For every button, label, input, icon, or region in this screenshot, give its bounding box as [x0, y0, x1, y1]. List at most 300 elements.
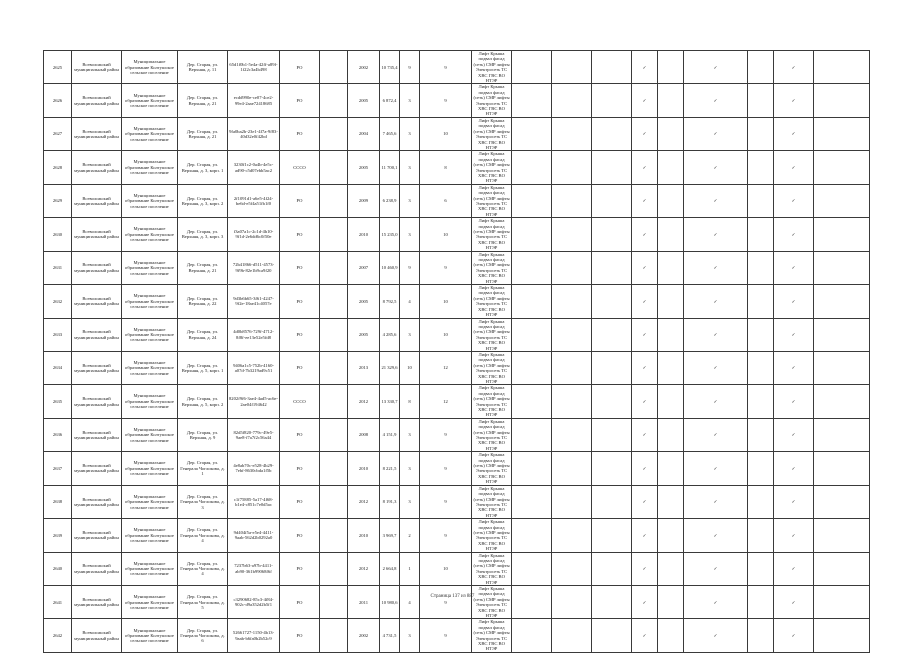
object-code-cell: f3a07a1c-2c1d-4b10-9f1d-2e6dd6c0f50e — [228, 218, 280, 251]
floors-cell: 3 — [400, 452, 420, 485]
blank-cell — [512, 151, 552, 184]
blank-cell — [658, 117, 684, 150]
area-cell: 3 969,7 — [380, 519, 400, 552]
blank-cell — [552, 151, 592, 184]
entrances-cell: 10 — [420, 318, 472, 351]
blank-cell — [320, 251, 348, 284]
blank-cell — [320, 184, 348, 217]
blank-cell — [592, 586, 632, 619]
floors-cell: 2 — [400, 519, 420, 552]
district-cell: Всеволожский муниципальный район — [72, 485, 122, 518]
blank-cell — [552, 351, 592, 384]
blank-cell — [658, 84, 684, 117]
table-row — [44, 84, 870, 117]
blank-cell — [512, 552, 552, 585]
floors-cell: 3 — [400, 84, 420, 117]
check-mark-icon: ✓ — [632, 251, 658, 284]
blank-cell — [592, 218, 632, 251]
object-code-cell: 52661727-1150-4b13-9aab-b6fa0b2b52c9 — [228, 619, 280, 652]
municipality-cell: Муниципальное образование Колтушское сельское поселение — [122, 251, 178, 284]
area-cell: 4 151,9 — [380, 418, 400, 451]
entrances-cell: 9 — [420, 418, 472, 451]
management-form-cell: РО — [280, 586, 320, 619]
blank-cell — [748, 619, 774, 652]
blank-cell — [592, 519, 632, 552]
district-cell: Всеволожский муниципальный район — [72, 318, 122, 351]
blank-cell — [320, 151, 348, 184]
blank-cell — [658, 452, 684, 485]
check-mark-icon: ✓ — [774, 84, 814, 117]
address-cell: Дер. Старая, ул. Генерала Чоглокова, д. 4 — [178, 519, 228, 552]
blank-cell — [658, 184, 684, 217]
area-cell: 10 735,4 — [380, 51, 400, 84]
year-cell: 2005 — [348, 84, 380, 117]
works-cell: Лифт Крыша подвал фасад (сеть) СМР лифты Электросеть ТС ХВС ГВС ВО НТЭР — [473, 84, 510, 117]
blank-cell — [552, 285, 592, 318]
check-mark-icon: ✓ — [774, 418, 814, 451]
object-code-cell: 65d1f0b1-5e4a-42ff-a89f-1f22c3a4b498 — [228, 51, 280, 84]
check-mark-icon: ✓ — [774, 117, 814, 150]
municipality-cell: Муниципальное образование Колтушское сельское поселение — [122, 485, 178, 518]
row-number: 2629 — [44, 184, 72, 217]
blank-cell — [658, 385, 684, 418]
blank-cell — [592, 485, 632, 518]
municipality-cell: Муниципальное образование Колтушское сельское поселение — [122, 117, 178, 150]
blank-cell — [552, 51, 592, 84]
blank-cell — [592, 117, 632, 150]
check-mark-icon: ✓ — [632, 117, 658, 150]
year-cell: 2011 — [348, 586, 380, 619]
check-mark-icon: ✓ — [632, 385, 658, 418]
blank-cell — [658, 552, 684, 585]
check-mark-icon: ✓ — [774, 318, 814, 351]
blank-cell — [552, 385, 592, 418]
blank-cell — [658, 418, 684, 451]
area-cell: 6 238,9 — [380, 184, 400, 217]
floors-cell: 3 — [400, 318, 420, 351]
blank-cell — [814, 552, 870, 585]
object-code-cell: 3230f1c2-0a4b-4e5c-ad90-c5d07ebb5ac2 — [228, 151, 280, 184]
blank-cell — [552, 251, 592, 284]
district-cell: Всеволожский муниципальный район — [72, 251, 122, 284]
row-number: 2639 — [44, 519, 72, 552]
blank-cell — [748, 117, 774, 150]
area-cell: 7 465,6 — [380, 117, 400, 150]
blank-cell — [512, 418, 552, 451]
check-mark-icon: ✓ — [684, 586, 748, 619]
district-cell: Всеволожский муниципальный район — [72, 151, 122, 184]
check-mark-icon: ✓ — [684, 452, 748, 485]
address-cell: Дер. Старая, ул. Верхняя, д. 5, корп. 1 — [178, 351, 228, 384]
blank-cell — [320, 619, 348, 652]
blank-cell — [320, 51, 348, 84]
entrances-cell: 9 — [420, 84, 472, 117]
year-cell: 2004 — [348, 117, 380, 150]
district-cell: Всеволожский муниципальный район — [72, 84, 122, 117]
check-mark-icon: ✓ — [632, 184, 658, 217]
municipality-cell: Муниципальное образование Колтушское сельское поселение — [122, 84, 178, 117]
area-cell: 21 329,6 — [380, 351, 400, 384]
municipality-cell: Муниципальное образование Колтушское сельское поселение — [122, 151, 178, 184]
blank-cell — [748, 51, 774, 84]
blank-cell — [658, 51, 684, 84]
management-form-cell: РО — [280, 285, 320, 318]
entrances-cell: 9 — [420, 251, 472, 284]
address-cell: Дер. Старая, ул. Верхняя, д. 3, корп. 1 — [178, 151, 228, 184]
row-number: 2633 — [44, 318, 72, 351]
check-mark-icon: ✓ — [774, 385, 814, 418]
blank-cell — [592, 351, 632, 384]
check-mark-icon: ✓ — [632, 318, 658, 351]
row-number: 2631 — [44, 251, 72, 284]
object-code-cell: 72b41866-d511-4573-9f9b-82e1b9ca9f20 — [228, 251, 280, 284]
year-cell: 2010 — [348, 452, 380, 485]
row-number: 2636 — [44, 418, 72, 451]
object-code-cell: 9d3b6b65-3f61-4247-9f2e-18ae41c4057e — [228, 285, 280, 318]
table-row — [44, 586, 870, 619]
check-mark-icon: ✓ — [632, 418, 658, 451]
blank-cell — [512, 485, 552, 518]
check-mark-icon: ✓ — [684, 117, 748, 150]
blank-cell — [748, 151, 774, 184]
check-mark-icon: ✓ — [684, 218, 748, 251]
object-code-cell: 4d0b8576-729f-4712-8f8f-ee13e52e5fd8 — [228, 318, 280, 351]
works-cell: Лифт Крыша подвал фасад (сеть) СМР лифты Электросеть ТС ХВС ГВС ВО НТЭР — [473, 218, 510, 251]
blank-cell — [592, 184, 632, 217]
check-mark-icon: ✓ — [684, 351, 748, 384]
blank-cell — [748, 452, 774, 485]
check-mark-icon: ✓ — [684, 84, 748, 117]
blank-cell — [814, 117, 870, 150]
blank-cell — [512, 318, 552, 351]
district-cell: Всеволожский муниципальный район — [72, 452, 122, 485]
blank-cell — [814, 351, 870, 384]
works-cell: Лифт Крыша подвал фасад (сеть) СМР лифты Электросеть ТС ХВС ГВС ВО НТЭР — [473, 552, 510, 585]
year-cell: 2010 — [348, 519, 380, 552]
entrances-cell: 8 — [420, 151, 472, 184]
address-cell: Дер. Старая, ул. Верхняя, д. 21 — [178, 251, 228, 284]
district-cell: Всеволожский муниципальный район — [72, 351, 122, 384]
blank-cell — [814, 51, 870, 84]
check-mark-icon: ✓ — [632, 51, 658, 84]
floors-cell: 3 — [400, 485, 420, 518]
object-code-cell: 82d5f820-779c-49e5-9ae8-f7a7f2c56a44 — [228, 418, 280, 451]
table-row — [44, 485, 870, 518]
row-number: 2641 — [44, 586, 72, 619]
row-number: 2627 — [44, 117, 72, 150]
area-cell: 8 792,5 — [380, 285, 400, 318]
blank-cell — [552, 619, 592, 652]
blank-cell — [320, 519, 348, 552]
management-form-cell: СССО — [280, 385, 320, 418]
blank-cell — [748, 318, 774, 351]
table-row — [44, 285, 870, 318]
row-number: 2626 — [44, 84, 72, 117]
district-cell: Всеволожский муниципальный район — [72, 552, 122, 585]
blank-cell — [512, 586, 552, 619]
blank-cell — [658, 318, 684, 351]
blank-cell — [320, 385, 348, 418]
table-row — [44, 519, 870, 552]
municipality-cell: Муниципальное образование Колтушское сельское поселение — [122, 351, 178, 384]
works-cell: Лифт Крыша подвал фасад (сеть) СМР лифты Электросеть ТС ХВС ГВС ВО НТЭР — [473, 151, 510, 184]
check-mark-icon: ✓ — [632, 351, 658, 384]
municipality-cell: Муниципальное образование Колтушское сельское поселение — [122, 619, 178, 652]
check-mark-icon: ✓ — [632, 519, 658, 552]
entrances-cell: 12 — [420, 385, 472, 418]
row-number: 2642 — [44, 619, 72, 652]
blank-cell — [552, 117, 592, 150]
area-cell: 8 221,5 — [380, 452, 400, 485]
table-row — [44, 385, 870, 418]
table-row — [44, 151, 870, 184]
check-mark-icon: ✓ — [774, 485, 814, 518]
works-cell: Лифт Крыша подвал фасад (сеть) СМР лифты Электросеть ТС ХВС ГВС ВО НТЭР — [473, 51, 510, 84]
table-row — [44, 552, 870, 585]
blank-cell — [552, 184, 592, 217]
blank-cell — [512, 385, 552, 418]
year-cell: 2010 — [348, 218, 380, 251]
blank-cell — [320, 586, 348, 619]
address-cell: Дер. Старая, ул. Верхняя, д. 24 — [178, 318, 228, 351]
check-mark-icon: ✓ — [684, 619, 748, 652]
check-mark-icon: ✓ — [774, 218, 814, 251]
table-row — [44, 117, 870, 150]
table-row — [44, 351, 870, 384]
area-cell: 4 285,6 — [380, 318, 400, 351]
blank-cell — [814, 519, 870, 552]
floors-cell: 3 — [400, 184, 420, 217]
works-cell: Лифт Крыша подвал фасад (сеть) СМР лифты Электросеть ТС ХВС ГВС ВО НТЭР — [473, 452, 510, 485]
blank-cell — [814, 84, 870, 117]
check-mark-icon: ✓ — [684, 519, 748, 552]
entrances-cell: 9 — [420, 485, 472, 518]
blank-cell — [814, 619, 870, 652]
entrances-cell: 9 — [420, 586, 472, 619]
check-mark-icon: ✓ — [774, 519, 814, 552]
management-form-cell: РО — [280, 519, 320, 552]
municipality-cell: Муниципальное образование Колтушское сельское поселение — [122, 586, 178, 619]
blank-cell — [748, 519, 774, 552]
works-cell: Лифт Крыша подвал фасад (сеть) СМР лифты Электросеть ТС ХВС ГВС ВО НТЭР — [473, 251, 510, 284]
area-cell: 8 191,3 — [380, 485, 400, 518]
blank-cell — [814, 218, 870, 251]
blank-cell — [658, 586, 684, 619]
blank-cell — [658, 519, 684, 552]
area-cell: 10 460,9 — [380, 251, 400, 284]
table-row — [44, 184, 870, 217]
year-cell: 2008 — [348, 418, 380, 451]
blank-cell — [512, 452, 552, 485]
year-cell: 2012 — [348, 385, 380, 418]
blank-cell — [552, 586, 592, 619]
blank-cell — [814, 452, 870, 485]
page-footer: Страница 137 из 887 — [430, 594, 475, 599]
row-number: 2632 — [44, 285, 72, 318]
blank-cell — [592, 151, 632, 184]
entrances-cell: 10 — [420, 285, 472, 318]
floors-cell: 3 — [400, 117, 420, 150]
check-mark-icon: ✓ — [774, 586, 814, 619]
check-mark-icon: ✓ — [774, 184, 814, 217]
year-cell: 2012 — [348, 552, 380, 585]
blank-cell — [512, 251, 552, 284]
row-number: 2637 — [44, 452, 72, 485]
floors-cell: 3 — [400, 619, 420, 652]
management-form-cell: РО — [280, 51, 320, 84]
entrances-cell: 9 — [420, 519, 472, 552]
table-row — [44, 418, 870, 451]
district-cell: Всеволожский муниципальный район — [72, 51, 122, 84]
municipality-cell: Муниципальное образование Колтушское сельское поселение — [122, 285, 178, 318]
management-form-cell: РО — [280, 418, 320, 451]
municipality-cell: Муниципальное образование Колтушское сельское поселение — [122, 418, 178, 451]
blank-cell — [748, 418, 774, 451]
check-mark-icon: ✓ — [774, 351, 814, 384]
blank-cell — [512, 117, 552, 150]
entrances-cell: 10 — [420, 552, 472, 585]
address-cell: Дер. Старая, ул. Генерала Чоглокова, д. 3 — [178, 485, 228, 518]
blank-cell — [592, 84, 632, 117]
check-mark-icon: ✓ — [632, 285, 658, 318]
check-mark-icon: ✓ — [774, 251, 814, 284]
floors-cell: 4 — [400, 586, 420, 619]
blank-cell — [658, 151, 684, 184]
blank-cell — [320, 285, 348, 318]
blank-cell — [320, 117, 348, 150]
area-cell: 15 235,0 — [380, 218, 400, 251]
works-cell: Лифт Крыша подвал фасад (сеть) СМР лифты Электросеть ТС ХВС ГВС ВО НТЭР — [473, 519, 510, 552]
blank-cell — [814, 586, 870, 619]
management-form-cell: РО — [280, 351, 320, 384]
check-mark-icon: ✓ — [632, 485, 658, 518]
blank-cell — [658, 285, 684, 318]
management-form-cell: РО — [280, 84, 320, 117]
table-row — [44, 318, 870, 351]
floors-cell: 3 — [400, 218, 420, 251]
check-mark-icon: ✓ — [684, 285, 748, 318]
blank-cell — [320, 418, 348, 451]
district-cell: Всеволожский муниципальный район — [72, 218, 122, 251]
object-code-cell: 9d404f5a-e5e4-4411-9aab-562d2b0292a0 — [228, 519, 280, 552]
municipality-cell: Муниципальное образование Колтушское сельское поселение — [122, 51, 178, 84]
register-table — [43, 50, 870, 653]
entrances-cell: 9 — [420, 619, 472, 652]
floors-cell: 3 — [400, 151, 420, 184]
address-cell: Дер. Старая, ул. Генерала Чоглокова, д. 6 — [178, 619, 228, 652]
works-cell: Лифт Крыша подвал фасад (сеть) СМР лифты Электросеть ТС ХВС ГВС ВО НТЭР — [473, 184, 510, 217]
table-row — [44, 218, 870, 251]
district-cell: Всеволожский муниципальный район — [72, 586, 122, 619]
blank-cell — [592, 51, 632, 84]
municipality-cell: Муниципальное образование Колтушское сельское поселение — [122, 552, 178, 585]
district-cell: Всеволожский муниципальный район — [72, 385, 122, 418]
entrances-cell: 10 — [420, 117, 472, 150]
blank-cell — [748, 285, 774, 318]
floors-cell: 9 — [400, 251, 420, 284]
blank-cell — [512, 285, 552, 318]
floors-cell: 9 — [400, 51, 420, 84]
blank-cell — [552, 552, 592, 585]
check-mark-icon: ✓ — [632, 552, 658, 585]
check-mark-icon: ✓ — [684, 418, 748, 451]
blank-cell — [512, 84, 552, 117]
blank-cell — [658, 218, 684, 251]
year-cell: 2002 — [348, 619, 380, 652]
floors-cell: 8 — [400, 385, 420, 418]
blank-cell — [592, 251, 632, 284]
blank-cell — [814, 285, 870, 318]
management-form-cell: РО — [280, 552, 320, 585]
entrances-cell: 6 — [420, 184, 472, 217]
address-cell: Дер. Старая, ул. Генерала Чоглокова, д. 4 — [178, 552, 228, 585]
district-cell: Всеволожский муниципальный район — [72, 184, 122, 217]
check-mark-icon: ✓ — [632, 151, 658, 184]
area-cell: 13 330,7 — [380, 385, 400, 418]
check-mark-icon: ✓ — [774, 51, 814, 84]
blank-cell — [814, 184, 870, 217]
row-number: 2638 — [44, 485, 72, 518]
works-cell: Лифт Крыша подвал фасад (сеть) СМР лифты Электросеть ТС ХВС ГВС ВО НТЭР — [473, 418, 510, 451]
blank-cell — [814, 418, 870, 451]
check-mark-icon: ✓ — [632, 586, 658, 619]
object-code-cell: 9406a1c5-752b-4160-a07d-7b3219ad9c51 — [228, 351, 280, 384]
table-row — [44, 452, 870, 485]
check-mark-icon: ✓ — [774, 552, 814, 585]
row-number: 2635 — [44, 385, 72, 418]
year-cell: 2005 — [348, 285, 380, 318]
blank-cell — [320, 452, 348, 485]
check-mark-icon: ✓ — [774, 452, 814, 485]
works-cell: Лифт Крыша подвал фасад (сеть) СМР лифты Электросеть ТС ХВС ГВС ВО НТЭР — [473, 285, 510, 318]
address-cell: Дер. Старая, ул. Верхняя, д. 5, корп. 2 — [178, 385, 228, 418]
table-row — [44, 251, 870, 284]
blank-cell — [320, 485, 348, 518]
works-cell: Лифт Крыша подвал фасад (сеть) СМР лифты Электросеть ТС ХВС ГВС ВО НТЭР — [473, 619, 510, 652]
address-cell: Дер. Старая, ул. Верхняя, д. 21 — [178, 84, 228, 117]
blank-cell — [552, 418, 592, 451]
blank-cell — [748, 351, 774, 384]
blank-cell — [748, 485, 774, 518]
address-cell: Дер. Старая, ул. Верхняя, д. 11 — [178, 51, 228, 84]
district-cell: Всеволожский муниципальный район — [72, 619, 122, 652]
management-form-cell: РО — [280, 452, 320, 485]
municipality-cell: Муниципальное образование Колтушское сельское поселение — [122, 184, 178, 217]
address-cell: Дер. Старая, ул. Верхняя, д. 21 — [178, 117, 228, 150]
area-cell: 10 980,6 — [380, 586, 400, 619]
blank-cell — [512, 519, 552, 552]
management-form-cell: РО — [280, 251, 320, 284]
check-mark-icon: ✓ — [684, 251, 748, 284]
blank-cell — [512, 351, 552, 384]
row-number: 2640 — [44, 552, 72, 585]
check-mark-icon: ✓ — [632, 84, 658, 117]
check-mark-icon: ✓ — [684, 51, 748, 84]
blank-cell — [748, 184, 774, 217]
row-number: 2630 — [44, 218, 72, 251]
blank-cell — [592, 285, 632, 318]
blank-cell — [320, 552, 348, 585]
row-number: 2625 — [44, 51, 72, 84]
blank-cell — [814, 151, 870, 184]
blank-cell — [748, 586, 774, 619]
check-mark-icon: ✓ — [774, 285, 814, 318]
works-cell: Лифт Крыша подвал фасад (сеть) СМР лифты Электросеть ТС ХВС ГВС ВО НТЭР — [473, 485, 510, 518]
management-form-cell: РО — [280, 184, 320, 217]
blank-cell — [658, 251, 684, 284]
blank-cell — [748, 84, 774, 117]
blank-cell — [552, 485, 592, 518]
